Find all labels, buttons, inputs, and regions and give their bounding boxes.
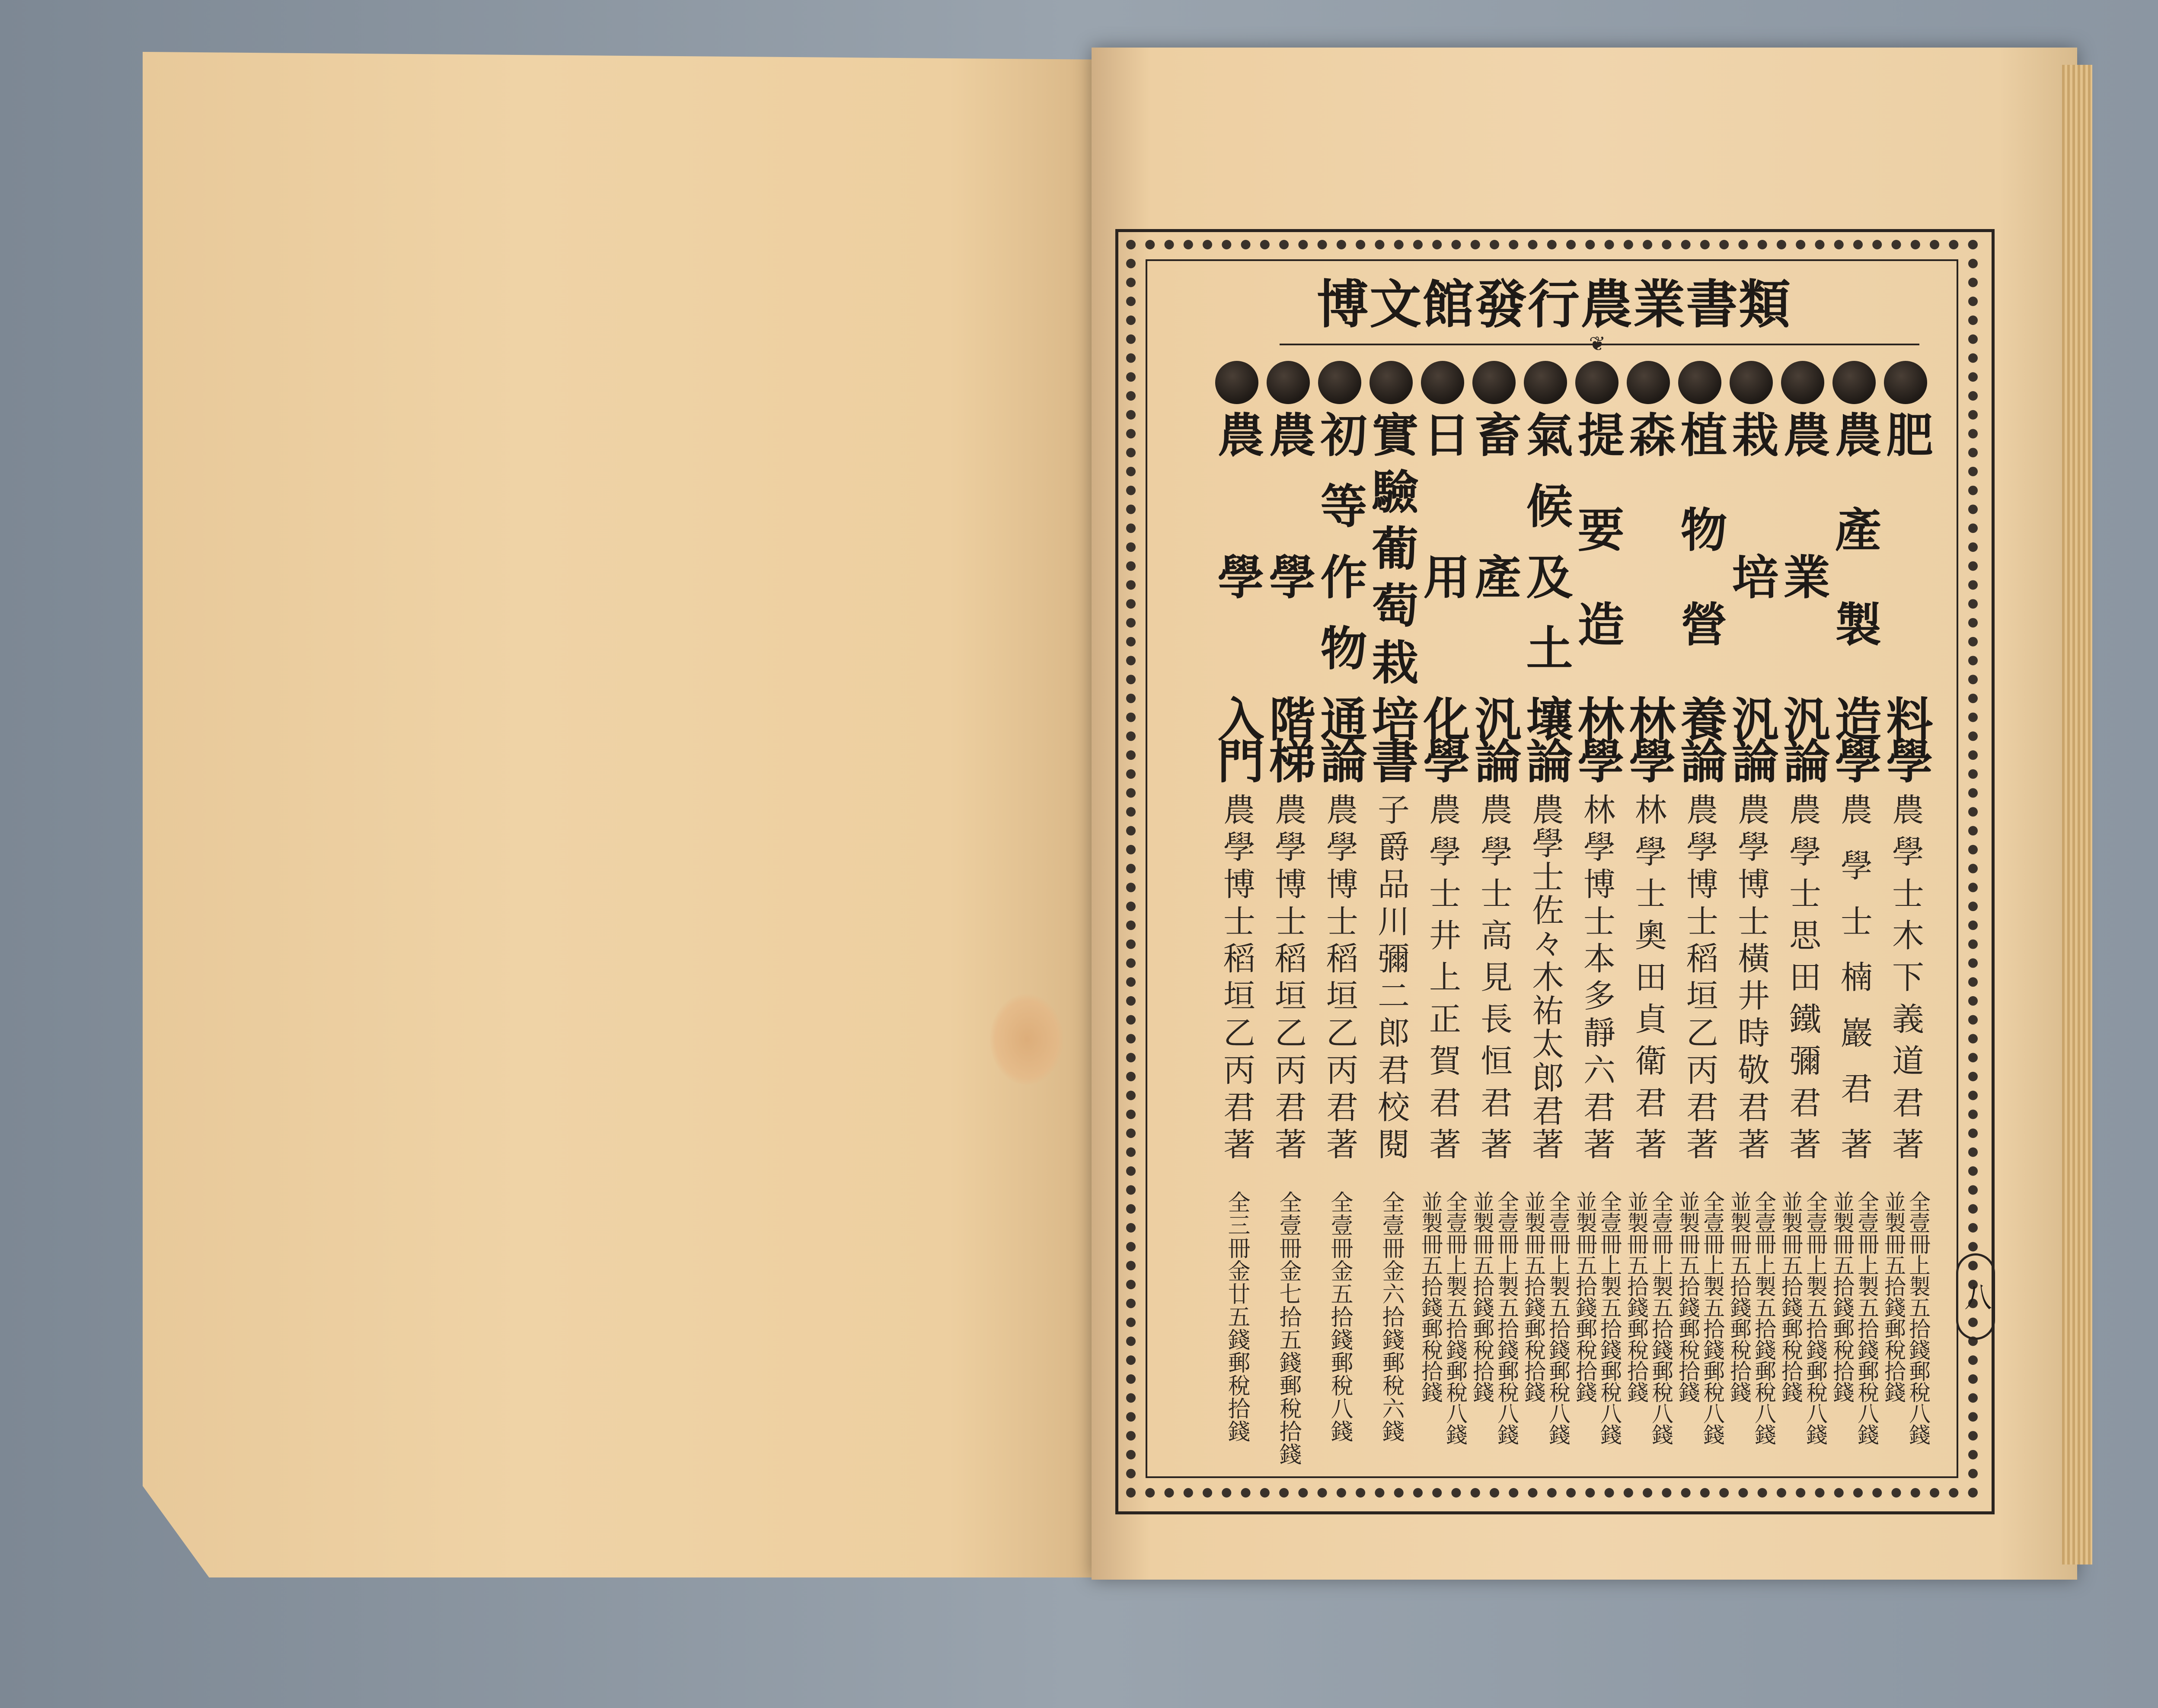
book-title-suffix: 梯 — [1261, 737, 1315, 784]
bullet-dot-icon — [1575, 361, 1618, 404]
book-author: 農學士佐々木祐太郎君著 — [1527, 793, 1564, 1160]
bullet-dot-icon — [1832, 361, 1876, 404]
book-author: 農學博士稻垣乙丙君著 — [1681, 793, 1718, 1160]
book-title: 栽培汎 — [1724, 411, 1778, 739]
book-author: 農學博士橫井時敬君著 — [1733, 793, 1770, 1160]
book-author: 農學士楠巖君著 — [1836, 793, 1873, 1160]
bullet-dot-icon — [1730, 361, 1773, 404]
book-title-suffix: 論 — [1312, 737, 1367, 784]
book-price: 全壹冊上製五拾錢郵稅八錢 並製冊五拾錢郵稅拾錢 — [1829, 1191, 1879, 1445]
book-author: 林學博士本多靜六君著 — [1578, 793, 1615, 1160]
book-author: 農學士思田鐵彌君著 — [1784, 793, 1821, 1160]
book-price: 全壹冊上製五拾錢郵稅八錢 並製冊五拾錢郵稅拾錢 — [1521, 1191, 1571, 1445]
book-price: 全壹冊上製五拾錢郵稅八錢 並製冊五拾錢郵稅拾錢 — [1727, 1191, 1776, 1445]
book-price: 全壹冊上製五拾錢郵稅八錢 並製冊五拾錢郵稅拾錢 — [1778, 1191, 1828, 1445]
book-price: 全壹冊金七拾五錢郵稅拾錢 — [1275, 1191, 1301, 1466]
book-title-suffix: 學 — [1621, 737, 1676, 784]
book-author: 農學士木下義道君著 — [1887, 793, 1924, 1160]
book-entry — [1673, 361, 1727, 1489]
book-entry — [1366, 361, 1416, 1489]
book-entry — [1263, 361, 1313, 1489]
book-title: 肥料 — [1878, 411, 1933, 739]
book-entry — [1726, 361, 1776, 1489]
book-price: 全壹冊金五拾錢郵稅八錢 — [1327, 1191, 1353, 1443]
book-title: 農學入 — [1210, 411, 1264, 739]
book-author: 農學博士稻垣乙丙君著 — [1218, 793, 1255, 1160]
page-number: 八 — [1956, 1253, 1995, 1340]
book-entry — [1775, 361, 1830, 1489]
book-price: 全壹冊上製五拾錢郵稅八錢 並製冊五拾錢郵稅拾錢 — [1624, 1191, 1673, 1445]
book-entry — [1621, 361, 1676, 1489]
book-title-suffix: 論 — [1724, 737, 1778, 784]
book-entry — [1518, 361, 1573, 1489]
book-title: 畜產汎 — [1467, 411, 1521, 739]
book-entry — [1210, 361, 1264, 1489]
book-entry — [1415, 361, 1470, 1489]
paper-stain — [990, 994, 1063, 1085]
book-entry — [1312, 361, 1367, 1489]
bullet-dot-icon — [1318, 361, 1361, 404]
book-price: 全壹冊上製五拾錢郵稅八錢 並製冊五拾錢郵稅拾錢 — [1469, 1191, 1519, 1445]
book-title-suffix: 論 — [1673, 737, 1727, 784]
page-edges — [2062, 65, 2092, 1565]
book-title: 農學階 — [1261, 411, 1315, 739]
book-title-suffix: 門 — [1210, 737, 1264, 784]
book-title-suffix: 論 — [1518, 737, 1573, 784]
book-title-suffix: 學 — [1570, 737, 1624, 784]
book-price: 全壹冊上製五拾錢郵稅八錢 並製冊五拾錢郵稅拾錢 — [1418, 1191, 1468, 1445]
book-title-suffix: 學 — [1827, 737, 1881, 784]
book-author: 農學士高見長恒君著 — [1475, 793, 1513, 1160]
bullet-dot-icon — [1421, 361, 1464, 404]
book-price: 全壹冊上製五拾錢郵稅八錢 並製冊五拾錢郵稅拾錢 — [1675, 1191, 1725, 1445]
book-price: 全壹冊上製五拾錢郵稅八錢 並製冊五拾錢郵稅拾錢 — [1572, 1191, 1622, 1445]
book-title: 森林 — [1621, 411, 1676, 739]
bullet-dot-icon — [1884, 361, 1927, 404]
book-price: 全壹冊金六拾錢郵稅六錢 — [1378, 1191, 1404, 1443]
bullet-dot-icon — [1627, 361, 1670, 404]
book-author: 子爵品川彌二郎君校閱 — [1373, 793, 1410, 1160]
book-author: 農學博士稻垣乙丙君著 — [1321, 793, 1358, 1160]
catalog-title: 博文館發行農業書類 — [1317, 274, 1791, 335]
bullet-dot-icon — [1267, 361, 1310, 404]
bullet-dot-icon — [1370, 361, 1413, 404]
bullet-dot-icon — [1678, 361, 1721, 404]
book-title: 植物營養 — [1673, 411, 1727, 739]
book-price: 全三冊金廿五錢郵稅拾錢 — [1224, 1191, 1250, 1443]
book-author: 農學士井上正賀君著 — [1424, 793, 1461, 1160]
title-ornament-icon: ❦ — [1589, 332, 1606, 355]
book-title: 農產製造 — [1827, 411, 1881, 739]
book-author: 林學士奧田貞衛君著 — [1630, 793, 1667, 1160]
book-entry — [1829, 361, 1879, 1489]
book-entry — [1572, 361, 1622, 1489]
book-title: 提要造林 — [1570, 411, 1624, 739]
book-entry — [1469, 361, 1519, 1489]
left-blank-page — [143, 52, 1092, 1577]
bullet-dot-icon — [1215, 361, 1258, 404]
book-title-suffix: 學 — [1878, 737, 1933, 784]
book-title: 實驗葡萄栽培 — [1364, 411, 1418, 739]
book-title: 氣候及土壤 — [1518, 411, 1573, 739]
book-price: 全壹冊上製五拾錢郵稅八錢 並製冊五拾錢郵稅拾錢 — [1881, 1191, 1931, 1445]
bullet-dot-icon — [1781, 361, 1824, 404]
book-title-suffix: 學 — [1415, 737, 1470, 784]
book-title-suffix: 論 — [1467, 737, 1521, 784]
book-title: 初等作物通 — [1312, 411, 1367, 739]
book-entry — [1878, 361, 1933, 1489]
book-author: 農學博士稻垣乙丙君著 — [1270, 793, 1307, 1160]
book-title-suffix: 論 — [1775, 737, 1830, 784]
bullet-dot-icon — [1472, 361, 1516, 404]
book-title: 農業汎 — [1775, 411, 1830, 739]
book-title: 日用化 — [1415, 411, 1470, 739]
book-title-suffix: 書 — [1364, 737, 1418, 784]
bullet-dot-icon — [1524, 361, 1567, 404]
